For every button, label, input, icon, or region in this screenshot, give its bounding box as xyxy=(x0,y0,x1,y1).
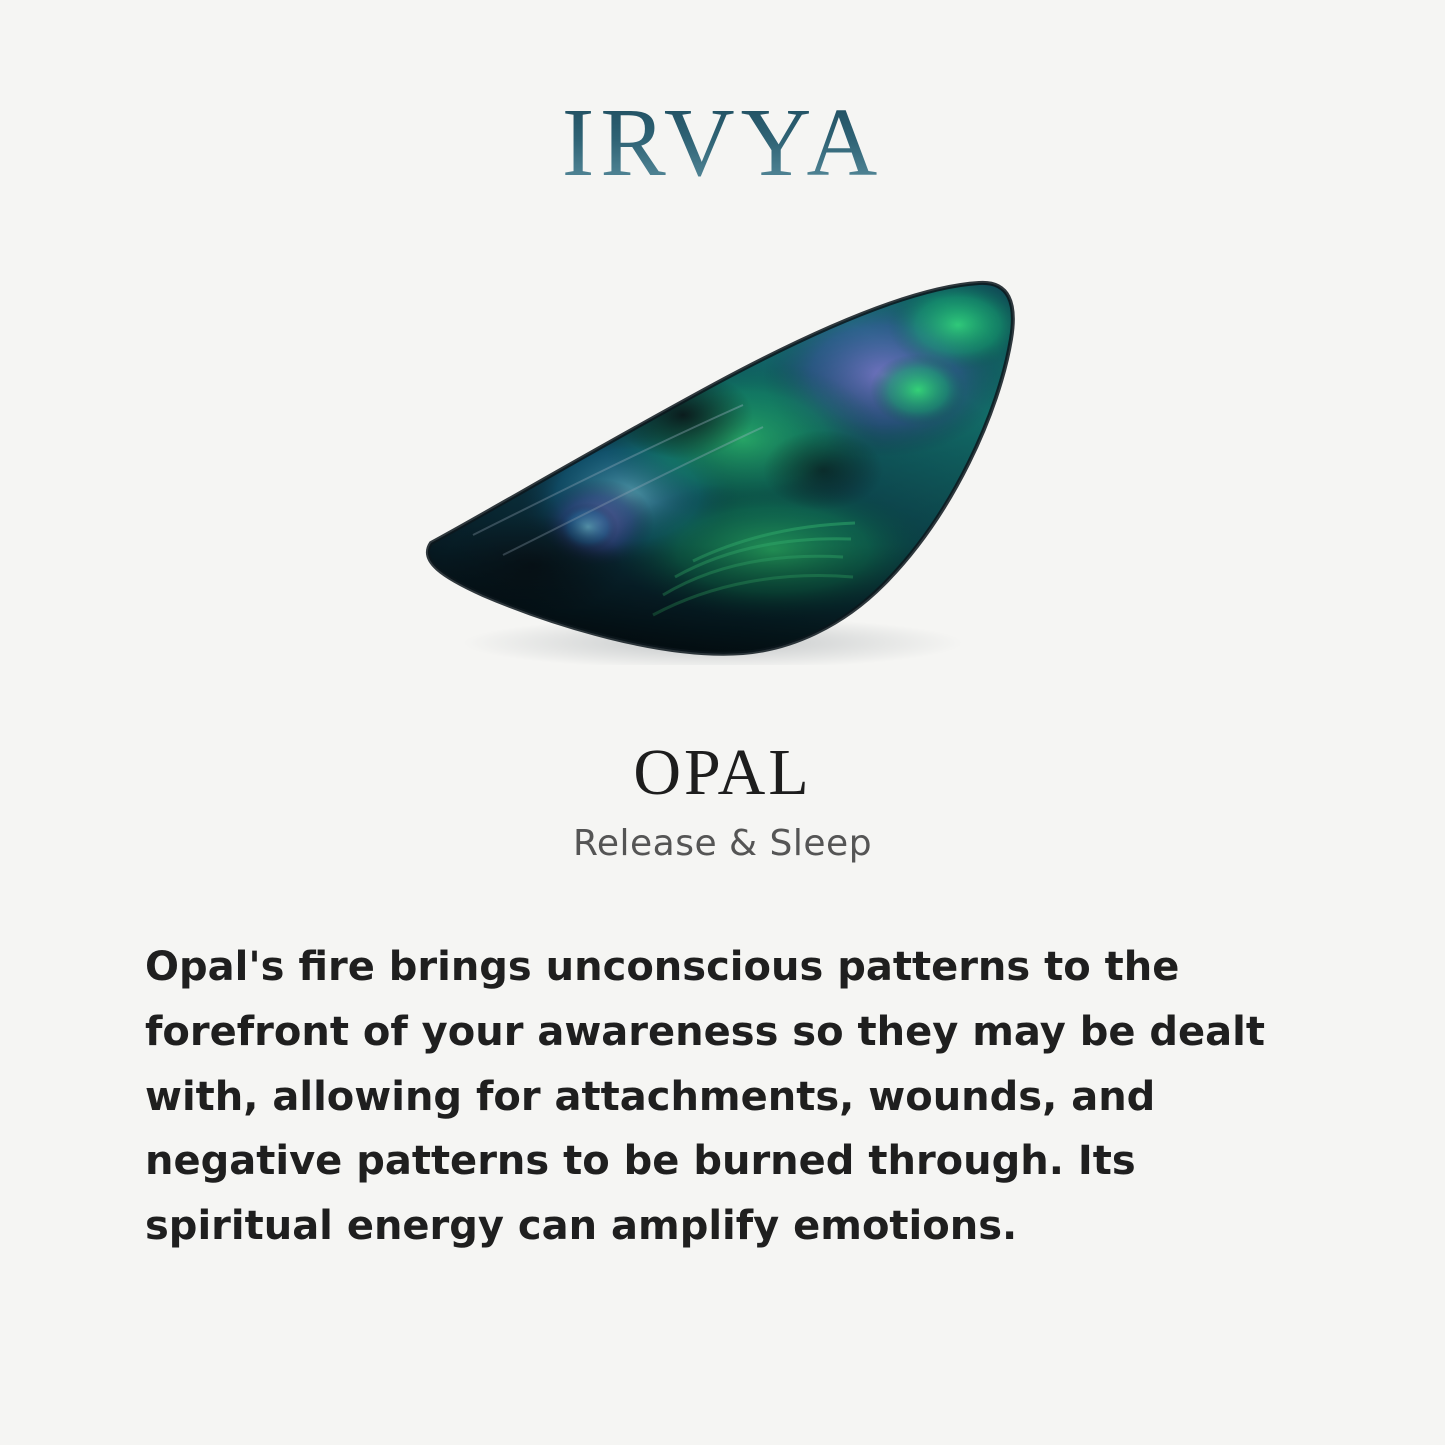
stone-image-container xyxy=(0,255,1445,675)
stone-description: Opal's fire brings unconscious patterns to the forefront of your awareness so they may be dealt with, allowing for attachments, wounds, and negative patterns to be burned through. Its spiritual energy can amplify emotions. xyxy=(145,944,1265,1250)
stone-subtitle: Release & Sleep xyxy=(572,823,873,864)
stone-name: OPAL xyxy=(633,736,812,809)
brand-wordmark: IRVYA xyxy=(0,92,1445,195)
opal-gemstone-image xyxy=(413,265,1033,665)
